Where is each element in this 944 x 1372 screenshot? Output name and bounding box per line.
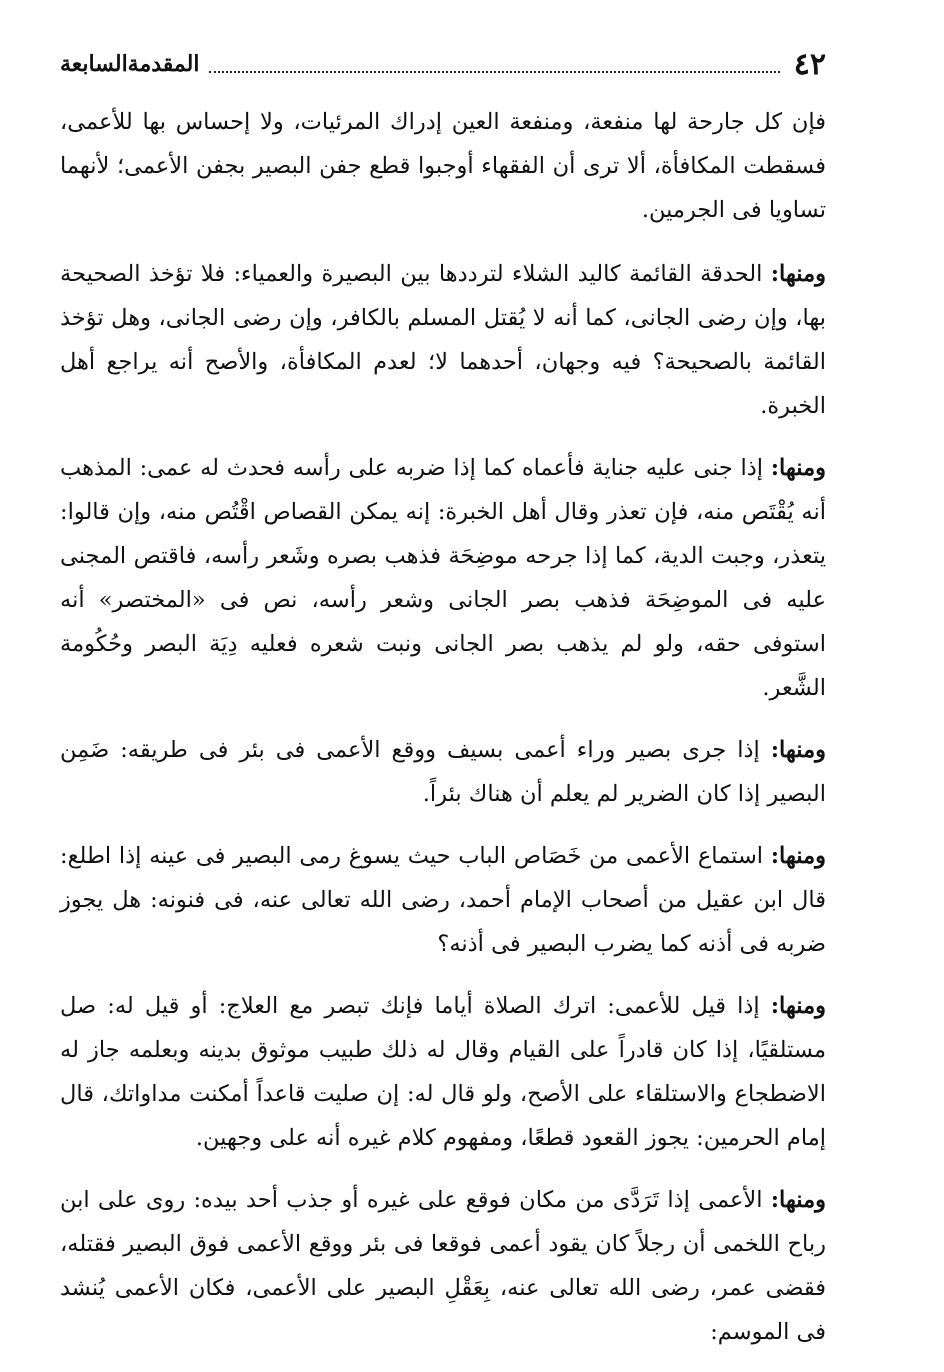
paragraph	[60, 984, 826, 1160]
paragraph-text: إذا قيل للأعمى: اترك الصلاة أياما فإنك تبصر مع العلاج: أو قيل له: صل مستلقيًا، إذا كان قادراً على القيام وقال له ذلك طبيب موثوق بدينه وبعلمه جاز له الاضطجاع والاستلقاء على الأصح، ولو قال له: إن صليت قاعداً أمكنت مداواتك، قال إمام الحرمين: يجوز القعود قطعًا، ومفهوم كلام غيره أنه على وجهين.	[60, 993, 826, 1151]
section-title: المقدمةالسابعة	[60, 51, 200, 77]
paragraph-lead: ومنها:	[770, 1187, 826, 1213]
paragraph-lead: ومنها:	[770, 737, 826, 763]
paragraph	[60, 100, 826, 232]
paragraph	[60, 834, 826, 966]
paragraph-lead: ومنها:	[770, 993, 826, 1019]
paragraph-text: فإن كل جارحة لها منفعة، ومنفعة العين إدراك المرئيات، ولا إحساس بها للأعمى، فسقطت المكافأة، ألا ترى أن الفقهاء أوجبوا قطع جفن البصير بجفن الأعمى؛ لأنهما تساويا فى الجرمين.	[60, 109, 826, 223]
paragraph	[60, 1178, 826, 1354]
paragraph-text: إذا جنى عليه جناية فأعماه كما إذا ضربه على رأسه فحدث له عمى: المذهب أنه يُقْتَص منه، فإن تعذر وقال أهل الخبرة: إنه يمكن القصاص اقْتُص منه، وإن قالوا: يتعذر، وجبت الدية، كما إذا جرحه موضِحَة فذهب بصره وشَعر رأسه، فاقتص المجنى عليه فى الموضِحَة فذهب بصر الجانى وشعر رأسه، نص فى «المختصر» أنه استوفى حقه، ولو لم يذهب بصر الجانى ونبت شعره فعليه دِيَة البصر وحُكُومة الشَّعر.	[60, 455, 826, 701]
running-header	[60, 44, 826, 84]
paragraph	[60, 728, 826, 816]
paragraph	[60, 252, 826, 428]
paragraph-text: الأعمى إذا تَرَدَّى من مكان فوقع على غيره أو جذب أحد بيده: روى على ابن رباح اللخمى أن رجلاً كان يقود أعمى فوقعا فى بئر ووقع الأعمى فوق البصير فقتله، فقضى عمر، رضى الله تعالى عنه، بِعَقْلِ البصير على الأعمى، فكان الأعمى يُنشد فى الموسم:	[60, 1187, 826, 1345]
paragraph-lead: ومنها:	[770, 261, 826, 287]
paragraph-text: استماع الأعمى من خَصَاص الباب حيث يسوغ رمى البصير فى عينه إذا اطلع: قال ابن عقيل من أصحاب الإمام أحمد، رضى الله تعالى عنه، فى فنونه: هل يجوز ضربه فى أذنه كما يضرب البصير فى أذنه؟	[60, 843, 826, 957]
paragraph	[60, 446, 826, 710]
paragraph-text: إذا جرى بصير وراء أعمى بسيف ووقع الأعمى فى بئر فى طريقه: ضَمِن البصير إذا كان الضرير لم يعلم أن هناك بئراً.	[60, 737, 826, 807]
paragraph-lead: ومنها:	[770, 843, 826, 869]
page-number: ٤٢	[793, 46, 826, 82]
paragraph-text: الحدقة القائمة كاليد الشلاء لترددها بين البصيرة والعمياء: فلا تؤخذ الصحيحة بها، وإن رضى الجانى، كما أنه لا يُقتل المسلم بالكافر، وإن رضى الجانى، وهل تؤخذ القائمة بالصحيحة؟ فيه وجهان، أحدهما لا؛ لعدم المكافأة، والأصح أنه يراجع أهل الخبرة.	[60, 261, 826, 419]
dotted-leader	[209, 71, 779, 73]
paragraph-lead: ومنها:	[770, 455, 826, 481]
page-body	[60, 100, 826, 1372]
